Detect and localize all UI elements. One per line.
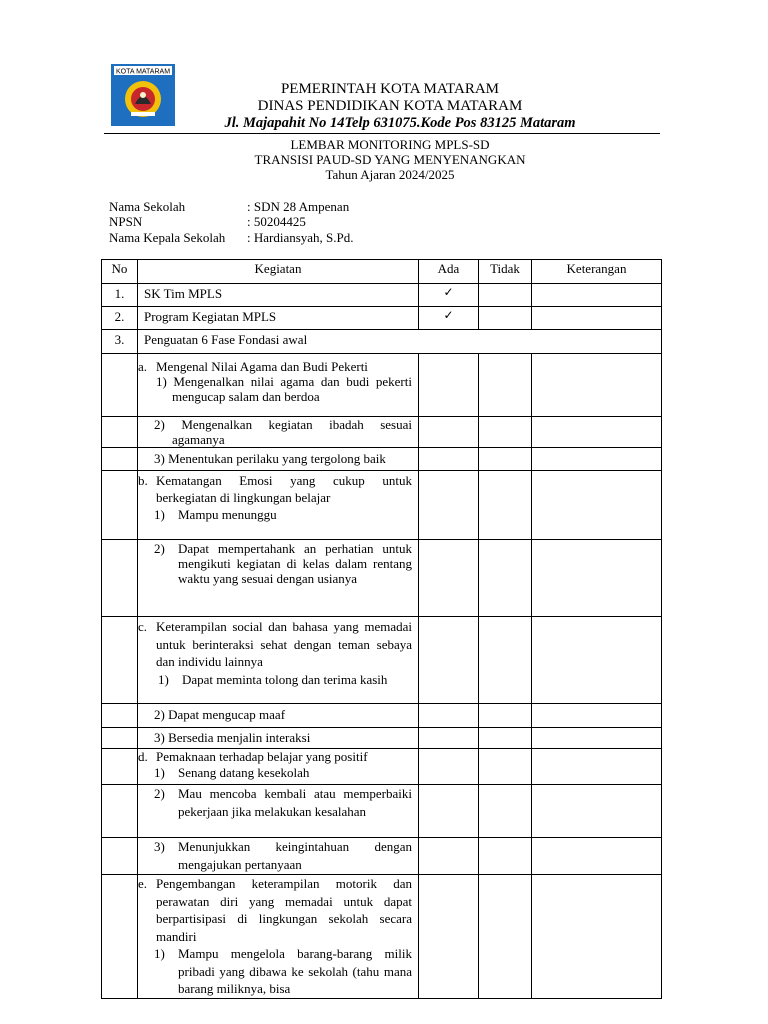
item-b	[138, 471, 419, 540]
table-row	[102, 307, 662, 330]
no-cell	[102, 704, 138, 728]
ada-cell	[419, 749, 479, 785]
keterangan-cell	[532, 617, 662, 704]
item-marker: b.	[138, 473, 148, 488]
item-num: 1)	[158, 671, 169, 687]
item-marker: e.	[138, 876, 148, 891]
item-text: 2) Mengenalkan kegiatan ibadah sesuai agamanya	[154, 417, 412, 447]
ada-cell	[419, 448, 479, 471]
tidak-cell	[479, 540, 532, 617]
table-row	[102, 354, 662, 417]
no-cell	[102, 354, 138, 417]
table-row	[102, 540, 662, 617]
keterangan-cell	[532, 785, 662, 838]
item-title: Kematangan Emosi yang cukup untuk berkegiatan di lingkungan belajar	[156, 473, 412, 505]
keterangan-cell	[532, 448, 662, 471]
logo-text: KOTA MATARAM	[115, 68, 171, 76]
doc-title: LEMBAR MONITORING MPLS-SD	[290, 137, 490, 152]
table-row	[102, 704, 662, 728]
item-marker: d.	[138, 749, 148, 764]
keterangan-cell	[532, 704, 662, 728]
item-title: Pengembangan keterampilan motorik dan perawatan diri yang memadai untuk dapat berpartisipasi di lingkungan sekolah secara mandiri	[156, 876, 412, 944]
headmaster-value: : Hardiansyah, S.Pd.	[247, 230, 354, 245]
item-text: Senang datang kesekolah	[178, 765, 310, 780]
gov-name: PEMERINTAH KOTA MATARAM	[280, 81, 500, 97]
item-d2	[138, 785, 419, 838]
row-no: 3.	[102, 330, 138, 354]
item-num: 2)	[154, 541, 165, 556]
table-row	[102, 785, 662, 838]
kota-mataram-logo	[111, 64, 175, 126]
row-kegiatan: SK Tim MPLS	[138, 284, 419, 307]
ada-cell	[419, 540, 479, 617]
item-marker: c.	[138, 619, 148, 634]
table-row	[102, 875, 662, 999]
tidak-cell	[479, 875, 532, 999]
ada-cell	[419, 617, 479, 704]
ada-cell	[419, 704, 479, 728]
no-cell	[102, 875, 138, 999]
row-no: 2.	[102, 307, 138, 330]
no-cell	[102, 417, 138, 448]
table-row	[102, 471, 662, 540]
ada-cell	[419, 471, 479, 540]
item-num: 3)	[154, 839, 165, 854]
academic-year: Tahun Ajaran 2024/2025	[325, 167, 455, 182]
item-a2	[138, 417, 419, 448]
ada-cell	[419, 838, 479, 875]
npsn-value: : 50204425	[247, 214, 306, 229]
col-keterangan: Keterangan	[532, 260, 662, 284]
ada-cell	[419, 728, 479, 749]
table-row	[102, 749, 662, 785]
item-a	[138, 354, 419, 417]
item-title: Pemaknaan terhadap belajar yang positif	[156, 749, 368, 764]
school-value: : SDN 28 Ampenan	[247, 199, 350, 214]
tidak-cell	[479, 354, 532, 417]
tidak-cell	[479, 704, 532, 728]
tidak-cell	[479, 448, 532, 471]
item-b2	[138, 540, 419, 617]
doc-subtitle: TRANSISI PAUD-SD YANG MENYENANGKAN	[254, 152, 526, 167]
col-no: No	[102, 260, 138, 284]
no-cell	[102, 617, 138, 704]
check-mark: ✓	[419, 284, 479, 307]
ada-cell	[419, 354, 479, 417]
tidak-cell	[479, 785, 532, 838]
ada-cell	[419, 785, 479, 838]
table-row	[102, 838, 662, 875]
item-num: 1)	[154, 765, 165, 780]
item-c2: 2) Dapat mengucap maaf	[138, 704, 419, 728]
item-text: Mampu menunggu	[178, 507, 277, 522]
no-cell	[102, 749, 138, 785]
tidak-cell	[479, 417, 532, 448]
tidak-cell	[479, 284, 532, 307]
item-c	[138, 617, 419, 704]
no-cell	[102, 448, 138, 471]
col-tidak: Tidak	[479, 260, 532, 284]
headmaster-label: Nama Kepala Sekolah	[109, 230, 226, 245]
item-text: Menunjukkan keingintahuan dengan mengajukan pertanyaan	[178, 839, 412, 872]
keterangan-cell	[532, 728, 662, 749]
school-label: Nama Sekolah	[109, 199, 186, 214]
ada-cell	[419, 875, 479, 999]
keterangan-cell	[532, 875, 662, 999]
keterangan-cell	[532, 471, 662, 540]
tidak-cell	[479, 307, 532, 330]
table-row	[102, 284, 662, 307]
tidak-cell	[479, 471, 532, 540]
no-cell	[102, 785, 138, 838]
tidak-cell	[479, 749, 532, 785]
keterangan-cell	[532, 749, 662, 785]
item-d3	[138, 838, 419, 875]
npsn-label: NPSN	[109, 214, 143, 229]
keterangan-cell	[532, 540, 662, 617]
tidak-cell	[479, 617, 532, 704]
item-title: Mengenal Nilai Agama dan Budi Pekerti	[156, 359, 368, 374]
item-e	[138, 875, 419, 999]
item-text: Mau mencoba kembali atau memperbaiki pekerjaan jika melakukan kesalahan	[178, 786, 412, 819]
tidak-cell	[479, 838, 532, 875]
keterangan-cell	[532, 417, 662, 448]
keterangan-cell	[532, 284, 662, 307]
no-cell	[102, 471, 138, 540]
keterangan-cell	[532, 307, 662, 330]
row-no: 1.	[102, 284, 138, 307]
table-row	[102, 330, 662, 354]
item-num: 1)	[154, 946, 165, 961]
keterangan-cell	[532, 838, 662, 875]
monitoring-table	[101, 259, 662, 999]
item-text: Mampu mengelola barang-barang milik pribadi yang dibawa ke sekolah (tahu mana barang miliknya, bisa	[178, 946, 412, 996]
keterangan-cell	[532, 354, 662, 417]
col-kegiatan: Kegiatan	[138, 260, 419, 284]
item-a3: 3) Menentukan perilaku yang tergolong baik	[138, 448, 419, 471]
item-c3: 3) Bersedia menjalin interaksi	[138, 728, 419, 749]
table-header	[102, 260, 662, 284]
item-title: Keterampilan social dan bahasa yang memadai untuk berinteraksi sehat dengan teman sebaya dan individu lainnya	[156, 619, 412, 669]
table-row	[102, 728, 662, 749]
item-text: Dapat meminta tolong dan terima kasih	[182, 671, 388, 687]
no-cell	[102, 838, 138, 875]
address: Jl. Majapahit No 14Telp 631075.Kode Pos 83125 Mataram	[224, 115, 576, 131]
table-row	[102, 448, 662, 471]
tidak-cell	[479, 728, 532, 749]
row-kegiatan: Penguatan 6 Fase Fondasi awal	[138, 330, 662, 354]
item-num: 2)	[154, 786, 165, 801]
item-text: 1) Mengenalkan nilai agama dan budi pekerti mengucap salam dan berdoa	[156, 374, 412, 404]
table-row	[102, 617, 662, 704]
item-marker: a.	[138, 359, 148, 374]
table-row	[102, 417, 662, 448]
item-num: 1)	[154, 507, 165, 522]
item-text: Dapat mempertahank an perhatian untuk mengikuti kegiatan di kelas dalam rentang waktu yang sesuai dengan usianya	[178, 541, 412, 586]
check-mark: ✓	[419, 307, 479, 330]
dept-name: DINAS PENDIDIKAN KOTA MATARAM	[257, 98, 523, 114]
row-kegiatan: Program Kegiatan MPLS	[138, 307, 419, 330]
no-cell	[102, 540, 138, 617]
col-ada: Ada	[419, 260, 479, 284]
header-divider	[104, 133, 660, 134]
item-d	[138, 749, 419, 785]
no-cell	[102, 728, 138, 749]
ada-cell	[419, 417, 479, 448]
